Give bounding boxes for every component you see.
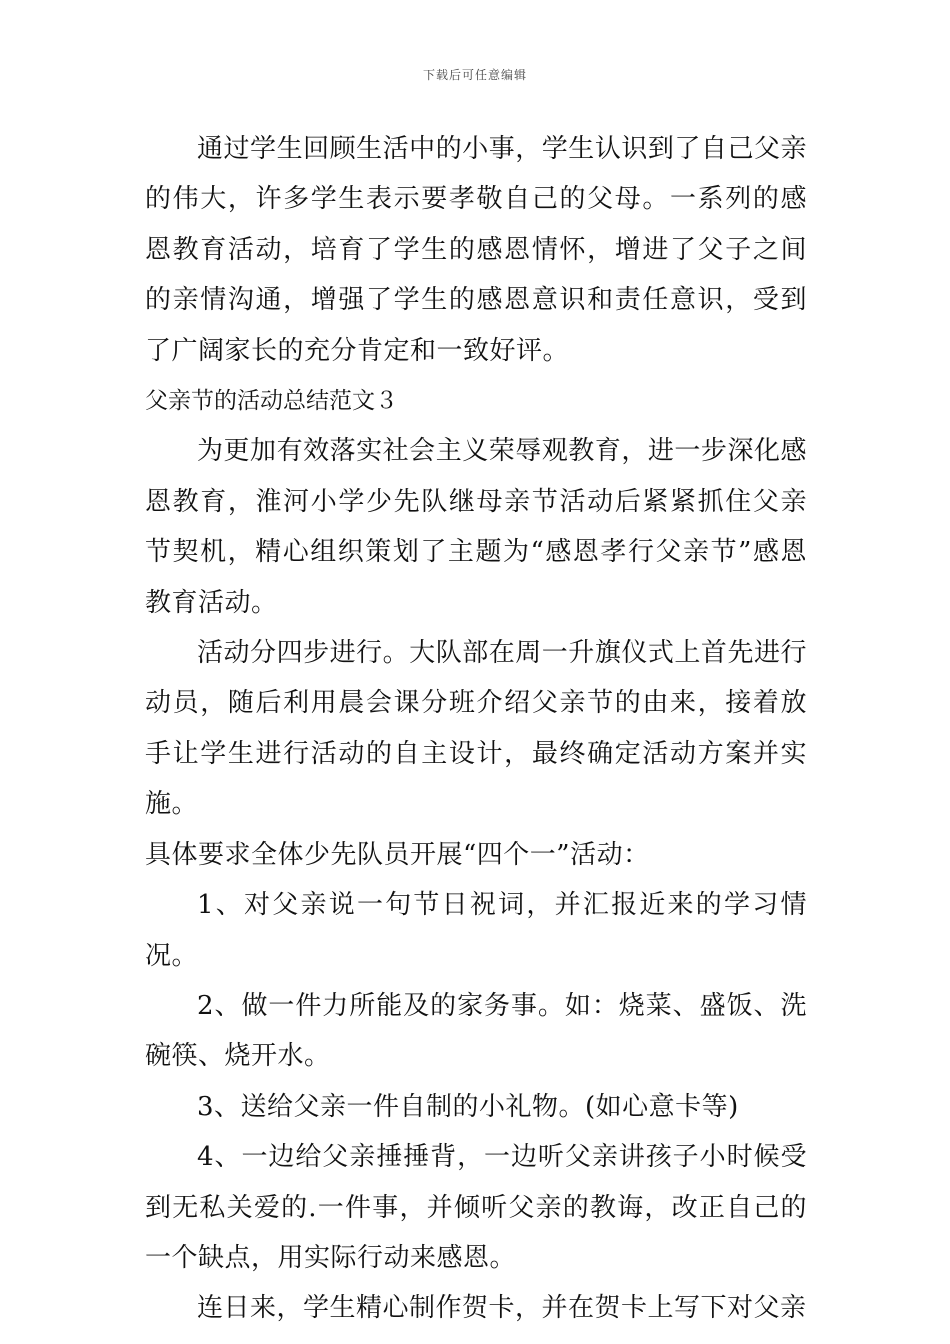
document-body [145,124,807,1334]
list-item-1: 1、对父亲说一句节日祝词，并汇报近来的学习情况。 [145,890,807,971]
paragraph-steps: 活动分四步进行。大队部在周一升旗仪式上首先进行动员，随后利用晨会课分班介绍父亲节的由来，接着放手让学生进行活动的自主设计，最终确定活动方案并实施。 [145,638,807,820]
list-item-4: 4、一边给父亲捶捶背，一边听父亲讲孩子小时候受到无私关爱的.一件事，并倾听父亲的教诲，改正自己的一个缺点，用实际行动来感恩。 [145,1142,807,1273]
list-item-3: 3、送给父亲一件自制的小礼物。(如心意卡等) [197,1091,739,1122]
list-item-2: 2、做一件力所能及的家务事。如：烧菜、盛饭、洗碗筷、烧开水。 [145,990,807,1072]
paragraph-intro: 为更加有效落实社会主义荣辱观教育，进一步深化感恩教育，淮河小学少先队继母亲节活动后紧紧抓住父亲节契机，精心组织策划了主题为“感恩孝行父亲节”感恩教育活动。 [145,436,807,618]
paragraph-summary: 通过学生回顾生活中的小事，学生认识到了自己父亲的伟大，许多学生表示要孝敬自己的父母。一系列的感恩教育活动，培育了学生的感恩情怀，增进了父子之间的亲情沟通，增强了学生的感恩意识和责任意识，受到了广阔家长的充分肯定和一致好评。 [145,134,807,366]
paragraph-requirements: 具体要求全体少先队员开展“四个一”活动： [145,839,650,870]
page-header-note: 下载后可任意编辑 [422,68,527,82]
section-heading: 父亲节的活动总结范文３ [145,388,398,415]
paragraph-closing: 连日来，学生精心制作贺卡，并在贺卡上写下对父亲 [197,1293,807,1324]
